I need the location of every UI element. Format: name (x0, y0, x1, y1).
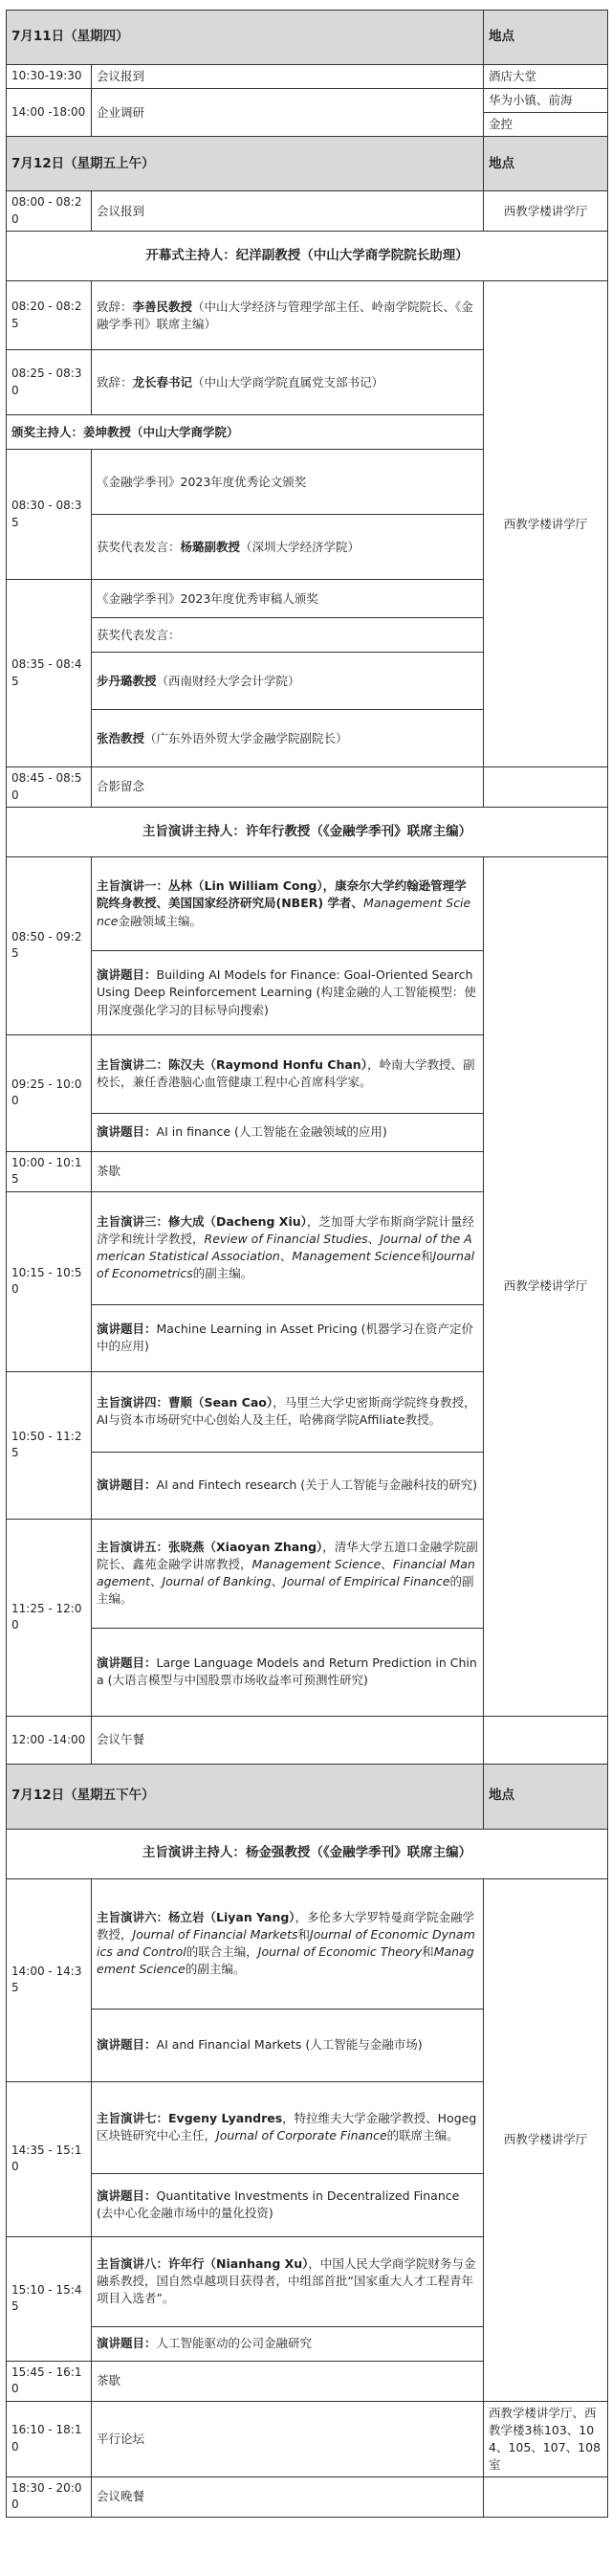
speaker-bio: ，中国人民大学商学院财务与金融系教授，国自然卓越项目获得者，中组部首批“国家重大人才工程青年项目入选者”。 (97, 2256, 476, 2306)
award-rep (92, 653, 484, 710)
session-event: 会议晚餐 (92, 2477, 484, 2518)
host-row (7, 232, 608, 281)
keynote-topic (92, 950, 484, 1034)
topic-label: 演讲题目： (97, 967, 157, 983)
session-time: 18:30 - 20:00 (7, 2477, 92, 2518)
session-row (7, 89, 608, 113)
rep-name: 张浩教授 (97, 730, 145, 745)
journal-name: Management Science (292, 1249, 422, 1264)
keynote-bio (92, 856, 484, 950)
speaker-bio: ，康奈尔大学约翰逊管理学院终身教授、美国国家经济研究局(NBER) 学者、 (97, 878, 467, 911)
session-row (7, 767, 608, 808)
topic-label: 演讲题目： (97, 1477, 157, 1493)
speaker-name: 曹顺（Sean Cao） (168, 1395, 273, 1410)
session-place: 西教学楼讲学厅 (484, 281, 608, 767)
session-event: 会议报到 (92, 191, 484, 232)
speaker-bio: ，多伦多大学罗特曼商学院金融学教授， (97, 1909, 475, 1943)
journal-name: Journal of Financial Markets (132, 1927, 298, 1943)
session-time: 10:15 - 10:50 (7, 1191, 92, 1371)
speaker-bio: ，岭南大学教授、副校长，兼任香港脑心血管健康工程中心首席科学家。 (97, 1057, 475, 1090)
day-header-row (7, 1764, 608, 1829)
speech-cell (92, 281, 484, 350)
speaker-bio: 金融领域主编。 (118, 913, 203, 928)
sep: 、 (271, 1574, 284, 1589)
keynote-bio (92, 1371, 484, 1452)
topic-text: AI and Financial Markets (人工智能与金融市场) (156, 2037, 423, 2053)
sep: 和 (297, 1927, 311, 1943)
keynote-row (7, 856, 608, 950)
keynote-topic (92, 1628, 484, 1716)
session-time: 08:45 - 08:50 (7, 767, 92, 808)
session-time: 08:25 - 08:30 (7, 350, 92, 415)
session-time: 10:30-19:30 (7, 65, 92, 89)
sep: 、 (367, 1232, 381, 1247)
speaker-title: （中山大学商学院直属党支部书记） (192, 374, 384, 389)
speaker-name: 陈汉夫（Raymond Honfu Chan） (168, 1057, 367, 1073)
day-header-row (7, 137, 608, 191)
session-event: 茶歇 (92, 2361, 484, 2401)
session-event: 合影留念 (92, 767, 484, 808)
rep-affil: （广东外语外贸大学金融学院副院长） (144, 730, 348, 745)
session-place: 华为小镇、前海 (484, 89, 608, 113)
speaker-name: 丛林（Lin William Cong） (168, 878, 323, 894)
session-row (7, 191, 608, 232)
keynote-label: 主旨演讲三： (97, 1213, 169, 1229)
session-time: 12:00 -14:00 (7, 1716, 92, 1764)
speaker-name: 修大成（Dacheng Xiu） (168, 1213, 307, 1229)
journal-name: Journal of the American Statistical Association (97, 1232, 472, 1264)
session-event: 会议报到 (92, 65, 484, 89)
topic-text: 人工智能驱动的公司金融研究 (156, 2336, 313, 2351)
award-host: 颁奖主持人：姜坤教授（中山大学商学院） (7, 415, 484, 450)
host-row (7, 807, 608, 856)
sep: 、 (149, 1574, 163, 1589)
place-header: 地点 (484, 1764, 608, 1829)
journal-name: Management Science (251, 1557, 382, 1572)
day-header: 7月12日（星期五下午） (7, 1764, 484, 1829)
topic-text: AI in finance (人工智能在金融领域的应用) (156, 1124, 387, 1140)
speaker-name: 龙长春书记 (132, 374, 193, 389)
session-row (7, 65, 608, 89)
speaker-name: 张晓燕（Xiaoyan Zhang） (168, 1539, 323, 1554)
place-header: 地点 (484, 11, 608, 65)
session-place: 西教学楼讲学厅 (484, 191, 608, 232)
topic-label: 演讲题目： (97, 1124, 157, 1140)
session-place: 西教学楼讲学厅 (484, 856, 608, 1716)
journal-name: Financial Management (97, 1557, 475, 1589)
place-header: 地点 (484, 137, 608, 191)
award-title: 《金融学季刊》2023年度优秀审稿人颁奖 (92, 580, 484, 618)
keynote-host: 主旨演讲主持人：杨金强教授（《金融学季刊》联席主编） (7, 1829, 608, 1878)
journal-name: Management Science (97, 1944, 474, 1977)
keynote-label: 主旨演讲八： (97, 2256, 169, 2272)
rep-affil: （西南财经大学会计学院） (156, 673, 300, 688)
rep-affil: （深圳大学经济学院） (240, 539, 361, 554)
speaker-bio: 的联席主编。 (386, 2128, 459, 2143)
sep: 、 (279, 1249, 293, 1264)
session-time: 11:25 - 12:00 (7, 1519, 92, 1716)
session-time: 09:25 - 10:00 (7, 1034, 92, 1151)
empty-cell (484, 767, 608, 808)
keynote-topic (92, 1113, 484, 1151)
session-place: 西教学楼讲学厅、西教学楼3栋103、104、105、107、108室 (484, 2401, 608, 2477)
sep: 和 (421, 1249, 433, 1264)
speech-label: 致辞： (97, 299, 133, 314)
topic-label: 演讲题目： (97, 2037, 157, 2053)
sep: 和 (422, 1944, 434, 1960)
speaker-name: 杨立岩（Liyan Yang） (168, 1909, 295, 1924)
keynote-bio (92, 1191, 484, 1304)
session-time: 14:00 -18:00 (7, 89, 92, 137)
topic-label: 演讲题目： (97, 1655, 157, 1671)
topic-text: Machine Learning in Asset Pricing (机器学习在资产定价中的应用) (97, 1321, 474, 1354)
keynote-label: 主旨演讲五： (97, 1539, 169, 1554)
session-time: 08:30 - 08:35 (7, 450, 92, 580)
journal-name: Review of Financial Studies (204, 1232, 368, 1247)
journal-name: Journal of Empirical Finance (283, 1574, 450, 1589)
session-event: 茶歇 (92, 1151, 484, 1191)
keynote-bio (92, 2236, 484, 2326)
session-time: 08:00 - 08:20 (7, 191, 92, 232)
session-time: 15:45 - 16:10 (7, 2361, 92, 2401)
topic-text: Quantitative Investments in Decentralized Finance (去中心化金融市场中的量化投资) (97, 2188, 460, 2221)
speaker-bio: ，特拉维夫大学金融学教授、Hogeg区块链研究中心主任， (97, 2111, 477, 2143)
session-time: 14:35 - 15:10 (7, 2081, 92, 2236)
session-time: 08:50 - 09:25 (7, 856, 92, 1034)
keynote-label: 主旨演讲二： (97, 1057, 169, 1073)
keynote-label: 主旨演讲六： (97, 1909, 169, 1924)
topic-label: 演讲题目： (97, 2336, 157, 2351)
host-row (7, 1829, 608, 1878)
keynote-bio (92, 1034, 484, 1113)
day-header: 7月11日（星期四） (7, 11, 484, 65)
keynote-topic (92, 1452, 484, 1519)
day-header-row (7, 11, 608, 65)
speaker-bio: ，清华大学五道口金融学院副院长、鑫苑金融学讲席教授， (97, 1539, 478, 1572)
journal-name: Journal of Economic Theory (257, 1944, 423, 1960)
award-title: 《金融学季刊》2023年度优秀论文颁奖 (92, 450, 484, 515)
keynote-topic (92, 2173, 484, 2236)
topic-label: 演讲题目： (97, 1321, 157, 1337)
session-time: 08:20 - 08:25 (7, 281, 92, 350)
speech-cell (92, 350, 484, 415)
award-rep (92, 710, 484, 767)
empty-cell (484, 2477, 608, 2518)
keynote-topic (92, 2009, 484, 2081)
rep-label: 获奖代表发言： (92, 618, 484, 653)
sep: 、 (381, 1557, 393, 1572)
session-time: 15:10 - 15:45 (7, 2236, 92, 2361)
rep-name: 杨璐副教授 (180, 539, 241, 554)
speaker-name: 许年行（Nianhang Xu） (168, 2256, 309, 2272)
keynote-label: 主旨演讲七： (97, 2111, 169, 2126)
journal-name: Management Science (97, 896, 471, 928)
session-event: 平行论坛 (92, 2401, 484, 2477)
session-time: 10:50 - 11:25 (7, 1371, 92, 1519)
empty-cell (484, 1716, 608, 1764)
session-row (7, 2401, 608, 2477)
keynote-topic (92, 1304, 484, 1371)
day-header: 7月12日（星期五上午） (7, 137, 484, 191)
schedule-table (6, 10, 608, 2518)
speaker-name: Evgeny Lyandres (168, 2111, 283, 2126)
session-event: 企业调研 (92, 89, 484, 137)
session-event: 会议午餐 (92, 1716, 484, 1764)
speaker-bio: 的副主编。 (97, 1574, 474, 1607)
journal-name: Journal of Banking (162, 1574, 272, 1589)
keynote-bio (92, 1519, 484, 1628)
session-place: 酒店大堂 (484, 65, 608, 89)
rep-name: 步丹璐教授 (97, 673, 157, 688)
keynote-bio (92, 2081, 484, 2173)
session-row (7, 1716, 608, 1764)
session-time: 16:10 - 18:10 (7, 2401, 92, 2477)
keynote-label: 主旨演讲一： (97, 878, 169, 894)
speaker-title: （中山大学经济与管理学部主任、岭南学院院长、《金融学季刊》联席主编） (97, 299, 473, 331)
rep-label: 获奖代表发言： (97, 539, 181, 554)
session-time: 08:35 - 08:45 (7, 580, 92, 767)
session-row (7, 2477, 608, 2518)
opening-host: 开幕式主持人：纪洋副教授（中山大学商学院院长助理） (7, 232, 608, 281)
session-place: 金控 (484, 113, 608, 137)
journal-name: Journal of Economic Dynamics and Control (97, 1927, 475, 1960)
speech-label: 致辞： (97, 374, 133, 389)
award-rep (92, 515, 484, 580)
speaker-bio: 的联合主编， (186, 1944, 258, 1960)
keynote-host: 主旨演讲主持人：许年行教授（《金融学季刊》联席主编） (7, 807, 608, 856)
journal-name: Journal of Econometrics (97, 1249, 475, 1281)
session-row (7, 281, 608, 350)
keynote-row (7, 1878, 608, 2009)
speaker-bio: 的副主编。 (185, 1962, 246, 1977)
topic-text: Large Language Models and Return Prediction in China (大语言模型与中国股票市场收益率可预测性研究) (97, 1655, 477, 1688)
speaker-bio: ，芝加哥大学布斯商学院计量经济学和统计学教授， (97, 1213, 474, 1247)
keynote-label: 主旨演讲四： (97, 1395, 169, 1410)
speaker-name: 李善民教授 (132, 299, 193, 314)
session-time: 14:00 - 14:35 (7, 1878, 92, 2081)
journal-name: Journal of Corporate Finance (216, 2128, 387, 2143)
topic-text: AI and Fintech research (关于人工智能与金融科技的研究) (156, 1477, 478, 1493)
session-time: 10:00 - 10:15 (7, 1151, 92, 1191)
keynote-bio (92, 1878, 484, 2009)
keynote-topic (92, 2326, 484, 2361)
speaker-bio: ，马里兰大学史密斯商学院终身教授，AI与资本市场研究中心创始人及主任，哈佛商学院Affiliate教授。 (97, 1395, 476, 1428)
session-place: 西教学楼讲学厅 (484, 1878, 608, 2401)
topic-label: 演讲题目： (97, 2188, 157, 2204)
topic-text: Building AI Models for Finance: Goal-Oriented Search Using Deep Reinforcement Learning (构建金融的人工智能模型：使用深度强化学习的目标导向搜索) (97, 967, 476, 1017)
speaker-bio: 的副主编。 (192, 1266, 253, 1281)
